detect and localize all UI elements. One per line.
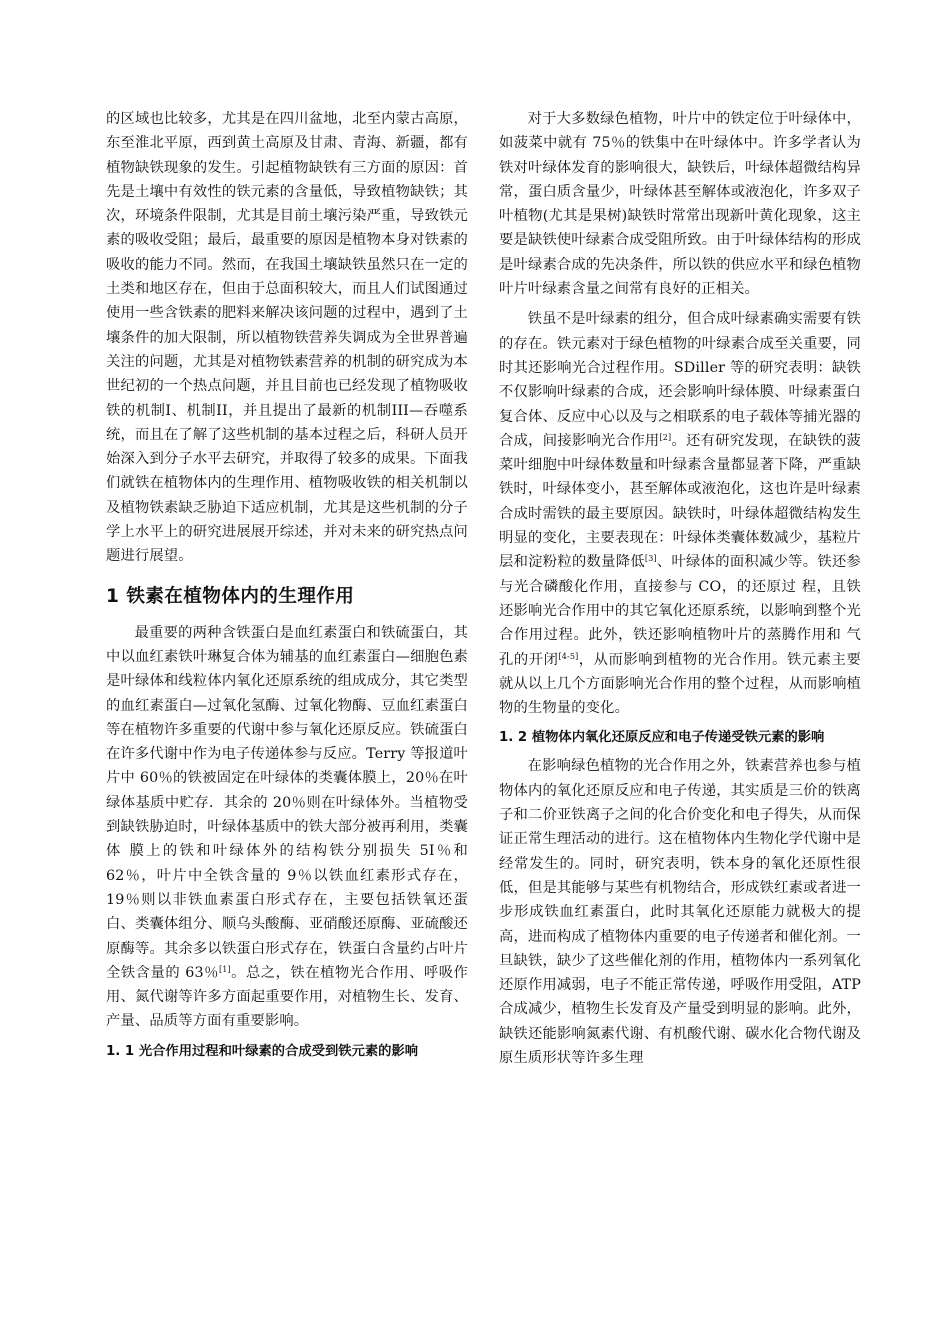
paragraph-chlorophyll-synthesis [499, 307, 861, 720]
paragraph-text: 铁虽不是叶绿素的组分，但合成叶绿素确实需要有铁的存在。铁元素对于绿色植物的叶绿素合成至关重要，同时其还影响光合过程作用。SDiller 等的研究表明：缺铁不仅影响叶绿素的合成，还会影响叶绿体膜、叶绿素蛋白复合体、反应中心以及与之相联系的电子载体等捕光器的合成，间接影响光合作用 [499, 311, 861, 449]
citation-ref: [3] [644, 554, 657, 564]
paragraph-text: 、叶绿体的面积减少等。铁还参与光合磷酸化作用，直接参与 CO，的还原过 程，且铁还影响光合作用中的其它氧化还原系统，以影响到整个光合作用过程。此外，铁还影响植物叶片的蒸腾作用和 气孔的开闭 [499, 554, 861, 668]
subsection-heading-1-1: 1. 1 光合作用过程和叶绿素的合成受到铁元素的影响 [106, 1043, 419, 1059]
subsection-heading-1-2: 1. 2 植物体内氧化还原反应和电子传递受铁元素的影响 [499, 730, 825, 746]
paragraph-text: 最重要的两种含铁蛋白是血红素蛋白和铁硫蛋白，其中以血红素铁叶琳复合体为辅基的血红素蛋白—细胞色素是叶绿体和线粒体内氧化还原系统的组成成分，其它类型的血红素蛋白—过氧化氢酶、过氧化物酶、豆血红素蛋白等在植物许多重要的代谢中参与氧化还原反应。铁硫蛋白在许多代谢中作为电子传递体参与反应。Terry 等报道叶片中 60％的铁被固定在叶绿体的类囊体膜上，20％在叶绿体基质中贮存．其余的 20％则在叶绿体外。当植物受到缺铁胁迫时，叶绿体基质中的铁大部分被再利用，类囊体 膜上的铁和叶绿体外的结构铁分别损失 5I％和 62％，叶片中全铁含量的 9％以铁血红素形式存在，19％则以非铁血素蛋白形式存在，主要包括铁氧还蛋白、类囊体组分、顺乌头酸酶、亚硝酸还原酶、亚硫酸还原酶等。其余多以铁蛋白形式存在，铁蛋白含量约占叶片全铁含量的 63％ [106, 624, 468, 981]
paragraph-iron-proteins [106, 621, 468, 1034]
left-column [106, 107, 468, 1068]
citation-ref: [2] [659, 432, 672, 442]
paragraph-text: 。总之，铁在植物光合作用、呼吸作用、氮代谢等许多方面起重要作用，对植物生长、发育、产量、品质等方面有重要影响。 [106, 964, 468, 1030]
citation-ref: [1] [218, 964, 231, 974]
section-heading-1: 1 铁素在植物体内的生理作用 [106, 585, 355, 607]
paragraph-intro-continued: 的区域也比较多，尤其是在四川盆地，北至内蒙古高原，东至淮北平原，西到黄土高原及甘肃、青海、新疆，都有植物缺铁现象的发生。引起植物缺铁有三方面的原因：首先是土壤中有效性的铁元素的含量低，导致植物缺铁；其次，环境条件限制，尤其是目前土壤污染严重，导致铁元素的吸收受阻；最后，最重要的原因是植物本身对铁素的吸收的能力不同。然而，在我国土壤缺铁虽然只在一定的土类和地区存在，但由于总面积较大，而且人们试图通过使用一些含铁素的肥料来解决该问题的过程中，遇到了土壤条件的加大限制，所以植物铁营养失调成为全世界普遍关注的问题，尤其是对植物铁素营养的机制的研究成为本世纪初的一个热点问题，并且目前也已经发现了植物吸收铁的机制I、机制II，并且提出了最新的机制III—吞噬系统，而且在了解了这些机制的基本过程之后，科研人员开始深入到分子水平去研究，并取得了较多的成果。下面我们就铁在植物体内的生理作用、植物吸收铁的相关机制以及植物铁素缺乏胁迫下适应机制，尤其是这些机制的分子学上水平上的研究进展展开综述，并对未来的研究热点问题进行展望。 [106, 111, 468, 565]
paragraph-chloroplast-iron: 对于大多数绿色植物，叶片中的铁定位于叶绿体中，如菠菜中就有 75％的铁集中在叶绿体中。许多学者认为铁对叶绿体发育的影响很大，缺铁后，叶绿体超微结构异常，蛋白质含量少，叶绿体甚至解体或液泡化，许多双子叶植物(尤其是果树)缺铁时常常出现新叶黄化现象，这主要是缺铁使叶绿素合成受阻所致。由于叶绿体结构的形成是叶绿素合成的先决条件，所以铁的供应水平和绿色植物叶片叶绿素含量之间常有良好的正相关。 [499, 111, 861, 298]
paragraph-text: 。还有研究发现，在缺铁的菠菜叶细胞中叶绿体数量和叶绿素含量都显著下降，严重缺铁时，叶绿体变小，甚至解体或液泡化，这也许是叶绿素合成时需铁的最主要原因。缺铁时，叶绿体超微结构发生明显的变化，主要表现在：叶绿体类囊体数减少，基粒片层和淀粉粒的数量降低 [499, 432, 861, 571]
right-column [499, 107, 861, 1070]
paragraph-redox-electron-transfer: 在影响绿色植物的光合作用之外，铁素营养也参与植物体内的氧化还原反应和电子传递，其实质是三价的铁离子和二价亚铁离子之间的化合价变化和电子得失，从而保证正常生理活动的进行。这在植物体内生物化学代谢中是经常发生的。同时，研究表明，铁本身的氧化还原性很低，但是其能够与某些有机物结合，形成铁红素或者进一步形成铁血红素蛋白，此时其氧化还原能力就极大的提高，进而构成了植物体内重要的电子传递者和催化剂。一旦缺铁，缺少了这些催化剂的作用，植物体内一系列氧化还原作用减弱，电子不能正常传递，呼吸作用受阻，ATP 合成减少，植物生长发育及产量受到明显的影响。此外，缺铁还能影响氮素代谢、有机酸代谢、碳水化合物代谢及原生质形状等许多生理 [499, 758, 861, 1066]
paragraph-text: ，从而影响到植物的光合作用。铁元素主要就从以上几个方面影响光合作用的整个过程，从而影响植物的生物量的变化。 [499, 651, 861, 717]
citation-ref: [4-5] [558, 651, 579, 661]
